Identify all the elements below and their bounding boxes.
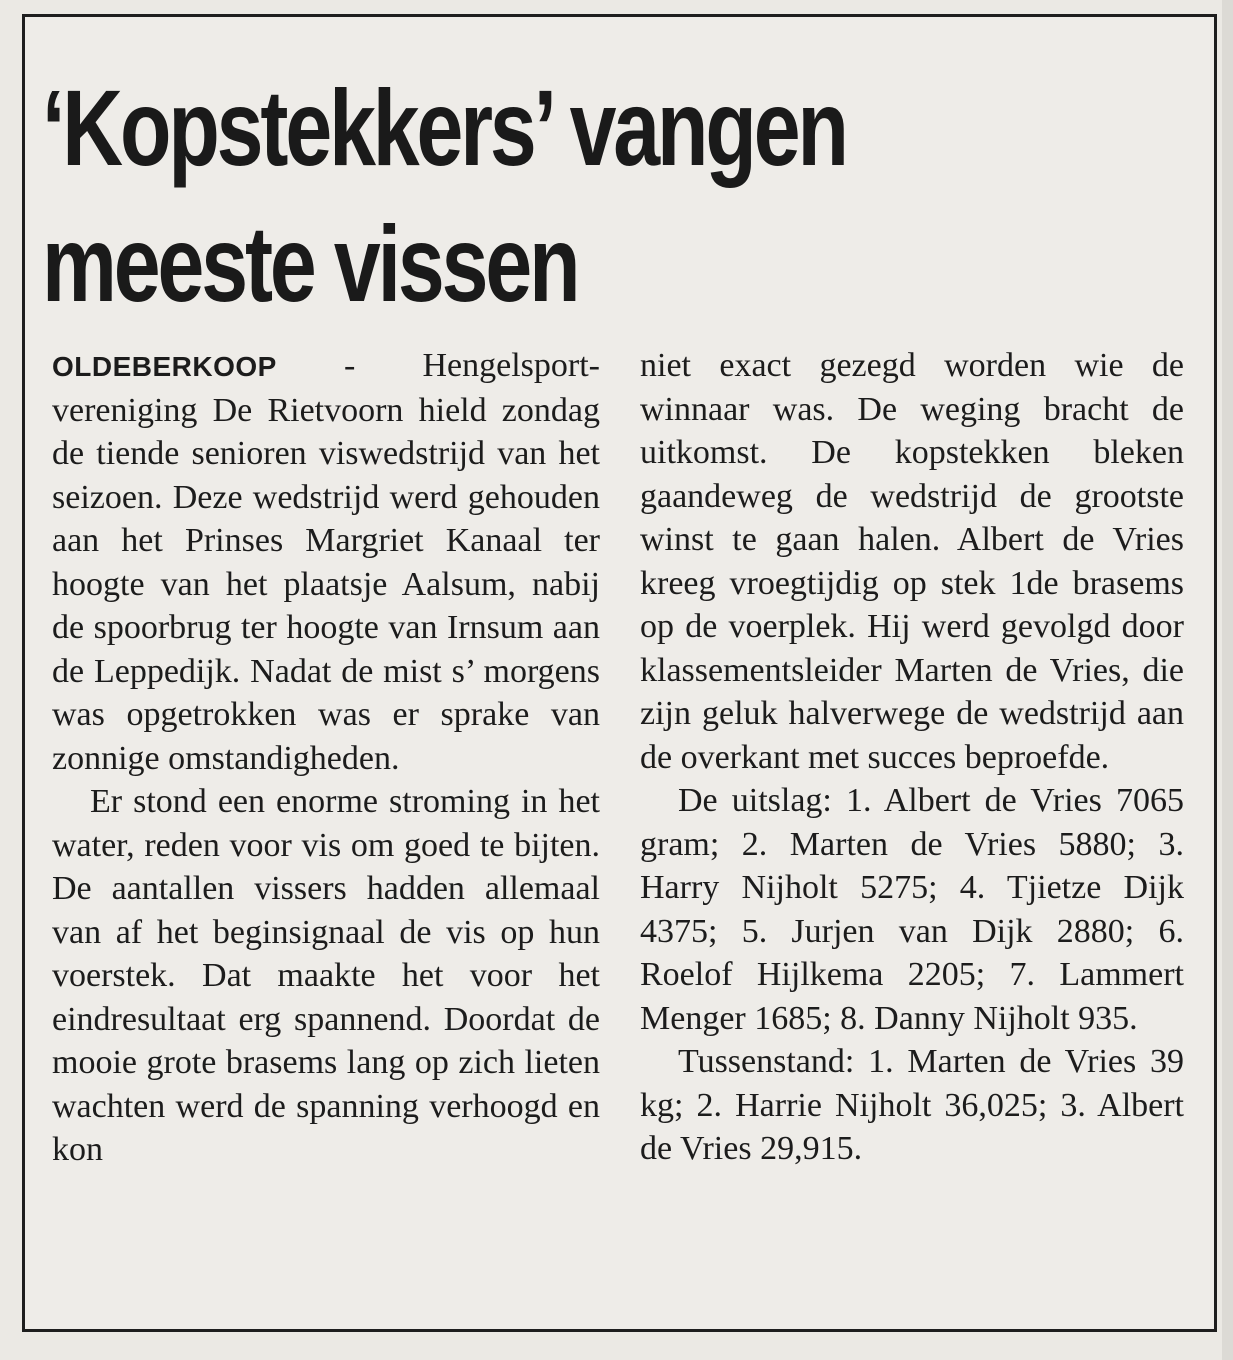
paragraph-standings: Tussenstand: 1. Marten de Vries 39 kg; 2. Harrie Nijholt 36,025; 3. Albert de Vries 29,915. (640, 1043, 1184, 1167)
neighbouring-page-edge (1222, 0, 1233, 1360)
paragraph-intro-text: - Hengelsportvereniging De Rietvoorn hield zondag de tiende senioren viswedstrijd van het seizoen. Deze wedstrijd werd gehouden aan het Prinses Margriet Kanaal ter hoogte van het plaatsje Aalsum, nabij de spoorbrug ter hoogte van Irnsum aan de Leppedijk. Nadat de mist s’ morgens was opgetrokken was er sprake van zonnige omstandigheden. (52, 347, 600, 777)
paragraph-results: De uitslag: 1. Albert de Vries 7065 gram; 2. Marten de Vries 5880; 3. Harry Nijholt 5275; 4. Tjietze Dijk 4375; 5. Jurjen van Dijk 2880; 6. Roelof Hijlkema 2205; 7. Lammert Menger 1685; 8. Danny Nijholt 935. (640, 782, 1184, 1037)
headline-line-1: ‘Kopstekkers’ vangen (42, 67, 846, 188)
paragraph-current: Er stond een enorme stroming in het water, reden voor vis om goed te bijten. De aantallen vissers hadden allemaal van af het beginsignaal de vis op hun voerstek. Dat maakte het voor het eindresultaat erg spannend. Doordat de mooie grote brasems lang op zich lieten wachten werd de spanning verhoogd en kon (52, 783, 600, 1168)
article-headline (42, 60, 939, 332)
paragraph-weighing: niet exact gezegd worden wie de winnaar was. De weging bracht de uitkomst. De kopstekken bleken gaandeweg de wedstrijd de grootste winst te gaan halen. Albert de Vries kreeg vroegtijdig op stek 1de brasems op de voerplek. Hij werd gevolgd door klassementsleider Marten de Vries, die zijn geluk halverwege de wedstrijd aan de overkant met succes beproefde. (640, 347, 1184, 776)
dateline: OLDEBERKOOP (52, 351, 277, 382)
headline-line-2: meeste vissen (42, 203, 578, 324)
article-column-right (640, 344, 1184, 1171)
article-column-left (52, 344, 600, 1172)
paragraph-intro (52, 344, 600, 780)
